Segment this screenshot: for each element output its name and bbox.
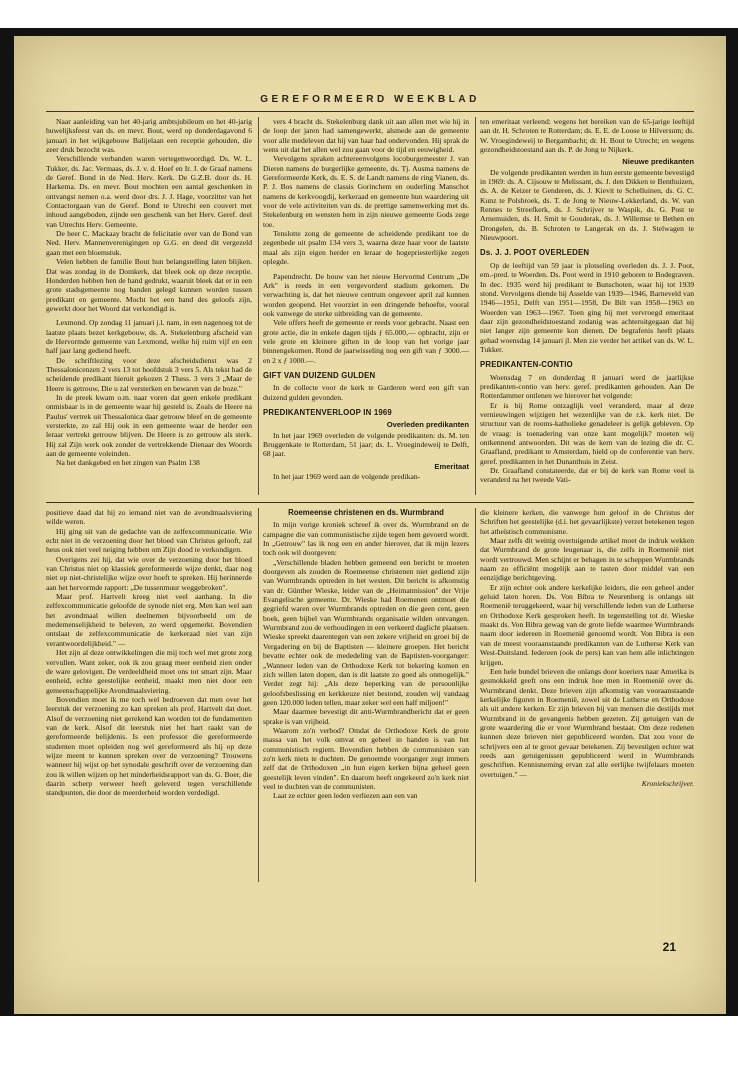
column-divider bbox=[258, 117, 259, 495]
paragraph: In mijn vorige kroniek schreef ik over ds. Wurmbrand en de campagne die van communistische zijde tegen hem gevoerd wordt. In „Getrouw" las ik nog een en ander hierover, dat ik mijn lezers toch ook wil doorgeven: bbox=[263, 520, 469, 558]
paragraph: Hij ging uit van de gedachte van de zelfexcommunicatie. Wie echt niet in de verzoening door het bloed van Christus gelooft, zal heus ook niet veel neiging hebben om Zijn dood te verkondigen. bbox=[46, 526, 252, 555]
paragraph: Het zijn al deze ontwikkelingen die mij toch wel met grote zorg vervullen. Want zeker, ook ik zou graag meer eenheid zien onder de ware gelovigen. De verdeeldheid moet ons tot smart zijn. Maar eenheid, echte geestelijke eenheid, maakt men niet door een gemeenschappelijke Avondmaalsviering. bbox=[46, 648, 252, 695]
paragraph: Maar daarmee bevestigt dit anti-Wurmbrandbericht dat er geen sprake is van vrijheid. bbox=[263, 707, 469, 726]
top-column-3 bbox=[480, 117, 694, 497]
bottom-column-2 bbox=[263, 508, 469, 886]
paragraph: die kleinere kerken, die vanwege hun geloof in de Christus der Schriften het geestelijke (d.i. het gevaarlijkste) verzet betekenen tegen het atheïstisch communisme. bbox=[480, 508, 694, 536]
paragraph: Naar aanleiding van het 40-jarig ambtsjubileum en het 40-jarig huwelijksfeest van ds. en mevr. Bout, werd op donderdagavond 6 januari in het wijkgebouw Balijelaan een receptie gehouden, die zeer druk bezocht was. bbox=[46, 117, 252, 155]
paragraph: De heer C. Mackaay bracht de felicitatie over van de Bond van Ned. Herv. Mannenverenigingen op G.G. en deed dit vergezeld gaan met een bloemstuk. bbox=[46, 229, 252, 257]
column-divider bbox=[258, 508, 259, 882]
paragraph: Vervolgens spraken achtereenvolgens locoburgemeester J. van Dieren namens de burgerlijke gemeente, ds. Tj. Ausma namens de Gereformeerde Kerk, ds. E. S. de Landt namens de ring Vianen, ds. P. J. Bos namens de classis Gorinchem en ouderling Manschot namens de kerkvoogdij, kerkeraad en gemeente hun waardering uit voor de vele activiteiten van ds. de prettige samenwerking met ds. Stekelenburg en wensten hem in zijn nieuwe gemeente Gods zege toe. bbox=[263, 154, 469, 229]
paragraph-papendrecht: Papendrecht. De bouw van het nieuw Hervormd Centrum „De Ark" is reeds in een vergevorderd stadium gekomen. De verwachting is, dat het nieuwe centrum ongeveer april zal kunnen worden geopend. Het voorziet in een dringende behoefte, vooral ook vanwege de sterke uitbreiding van de gemeente. bbox=[263, 271, 469, 318]
paragraph-lexmond: Lexmond. Op zondag 11 januari j.l. nam, in een nagenoeg tot de laatste plaats bezet kerkgebouw, ds. A. Stekelenburg afscheid van de Hervormde gemeente van Lexmond, welke hij ruim vijf en een half jaar lang gediend heeft. bbox=[46, 318, 252, 356]
paragraph: ten emeritaat verleend: wegens het bereiken van de 65-jarige leeftijd aan dr. H. Schroten te Rotterdam; ds. E. E. de Loose te Hilversum; ds. W. Vroegindeweij te Bergambacht; dr. H. Bout te Utrecht; en wegens gezondheidstoestand aan ds. P. de Jong te Nijkerk. bbox=[480, 117, 694, 155]
paragraph: Tenslotte zong de gemeente de scheidende predikant toe de zegenbede uit psalm 134 vers 3, waarna deze haar voor de laatste maal als zijn eigen herder en leraar de hogepriesterlijke zegen oplegde. bbox=[263, 229, 469, 267]
bottom-column-3 bbox=[480, 508, 694, 886]
paragraph: Laat ze echter geen leden verliezen aan een van bbox=[273, 791, 418, 801]
bottom-column-1 bbox=[46, 508, 252, 886]
paragraph: Na het dankgebed en het zingen van Psalm 138 bbox=[56, 458, 200, 468]
paragraph: Maar prof. Hartvelt kreeg niet veel aanhang. In die zelfexcommunicatie geloofde de synode niet erg. Men kan wel aan het avondmaal willen deelnemen bijvoorbeeld om de medemenselijkheid te beleven, zo werd opgemerkt. Bovendien ontslaat de zelfexcommunicatie de kerkeraad niet van zijn verantwoordelijkheid." — bbox=[46, 592, 252, 648]
paragraph: Overigens zei hij, dat wie over de verzoening door het bloed van Christus niet op klassiek gereformeerde wijze denkt, daar nog niet op niet-christelijke wijze over hoeft te spreken. Hij herinnerde aan het hervormde rapport: „De tussenmuur weggebroken". bbox=[46, 554, 252, 592]
heading-predikantenverloop: PREDIKANTENVERLOOP IN 1969 bbox=[263, 407, 392, 417]
paragraph: positieve daad dat hij zo iemand niet van de avondmaalsviering wilde weren. bbox=[46, 508, 252, 527]
paragraph: In de preek kwam o.m. naar voren dat geen enkele predikant onmisbaar is in de gemeente waar hij gesteld is. Zoals de Heere na Paulus' vertrek uit Thessalonica daar getrouw bleef en de gemeente versterkte, zo zal Hij ook in een gemeente waar de herder een leraar vertrekt getrouw blijven. De Heere is zo getrouw als sterk. Hij zal Zijn werk ook zonder de vertrekkende Dienaar des Woords aan de gemeente voleinden. bbox=[46, 392, 252, 459]
author-signoff: Kroniekschrijver. bbox=[641, 778, 694, 788]
column-divider bbox=[475, 117, 476, 495]
masthead: GEREFORMEERD WEEKBLAD bbox=[260, 94, 480, 105]
top-column-2 bbox=[263, 117, 469, 497]
subheading-overleden: Overleden predikanten bbox=[386, 420, 469, 430]
paragraph: Een hele bundel brieven die onlangs door koeriers naar Amerika is gesmokkeld geeft ons een indruk hoe men in Roemenië over ds. Wurmbrand denkt. Deze brieven zijn afkomstig van vooraanstaande kerkelijke figuren in Roemenië, zowel uit de Lutherse en Orthodoxe als uit andere kerken. Er zijn brieven bij van mensen die destijds met Wurmbrand in de gevangenis hebben gezeten. Zij getuigen van de grote waardering die er voor Wurmbrand bestaat. Om deze redenen kunnen deze brieven niet gepubliceerd worden. Dat zou voor de schrijvers een al te groot gevaar betekenen. Zij bevestigen echter wat reeds aan getuigenissen gepubliceerd werd in Wurmbrands geschriften. Kennisneming ervan zal alle eerlijke twijfelaars moeten overtuigen." — bbox=[480, 666, 694, 779]
paragraph: In het jaar 1969 overleden de volgende predikanten: ds. M. ten Bruggenkate te Rotterdam, 51 jaar; ds. L. Vroegindeweij te Delft, 68 jaar. bbox=[263, 430, 469, 459]
paragraph: Verschillende verbanden waren vertegenwoordigd. Ds. W. L. Tukker, ds. Jac. Vermaas, ds. J. v. d. Hoef en Ir. J. de Graaf namens de Geref. Bond in de Ned. Herv. Kerk. De G.Z.B. door ds. H. Harkema. Ds. en mevr. Bout mochten een aantal geschenken in ontvangst nemen o.a. werd door drs. J. J. Hage, voorzitter van het Contactorgaan van de Geref. Bond te Utrecht een couvert met inhoud aangeboden, zijnde een geschenk van het Herv. Geref. deel van Utrechts Herv. Gemeente. bbox=[46, 154, 252, 229]
paragraph: De schriftlezing voor deze afscheidsdienst was 2 Thessalonicenzen 2 vers 13 tot hoofdstuk 3 vers 5. Als tekst had de scheidende predikant hieruit gekozen 2 Thess. 3 vers 3 „Maar de Heere is getrouw, Die u zal versterken en bewaren van de boze." bbox=[46, 355, 252, 393]
paragraph: Er zijn echter ook andere kerkelijke leiders, die een geheel ander geluid laten horen. Ds. Von Bibra te Neurenberg is onlangs uit Roemenië teruggekeerd, waar hij verschillende leden van de Lutherse en Orthodoxe Kerk gesproken heeft. In tegenstelling tot dr. Wieske maakt ds. Von Bibra gewag van de grote liefde waarmee Wurmbrands naam door iedereen in Roemenië genoemd wordt. Von Bibra is een van de meest vooraanstaande predikanten van de Lutherse Kerk van West-Duitsland. Iedereen (ook de pers) kan van hem alle inlichtingen krijgen. bbox=[480, 582, 694, 667]
paragraph: Velen hebben de familie Bout hun belangstelling laten blijken. Dat was zondag in de Domkerk, dat bleek ook op deze receptie. Honderden hebben hen de hand gedrukt, waaruit bleek dat er in een grote stadsgemeente nog banden gelegd kunnen worden tussen predikant en gemeente. Mocht het een band des geloofs zijn, gewerkt door het Woord dat verkondigd is. bbox=[46, 257, 252, 313]
heading-poot-overleden: Ds. J. J. POOT OVERLEDEN bbox=[480, 248, 590, 258]
column-divider bbox=[475, 508, 476, 882]
subheading-nieuwe-predikanten: Nieuwe predikanten bbox=[622, 157, 694, 167]
paragraph: vers 4 bracht ds. Stekelenburg dank uit aan allen met wie hij in de loop der jaren had samengewerkt, alsmede aan de gemeente voor alle medeleven dat hij van haar had ondervonden. Hij sprak de wens uit dat het allen wel zou gaan voor de tijd en eeuwigheid. bbox=[263, 117, 469, 155]
paragraph: Maar zelfs dit weinig overtuigende artikel moet de indruk wekken dat Wurmbrand de grote leugenaar is, die zelfs in Roemenië niet wordt vertrouwd. Men schijnt er behagen in te scheppen Wurmbrands naam zo efficiënt mogelijk aan te tasten door middel van een eenzijdige berichtgeving. bbox=[480, 536, 694, 583]
article-title-wurmbrand: Roemeense christenen en ds. Wurmbrand bbox=[288, 508, 444, 517]
paragraph: In de collecte voor de kerk te Garderen werd een gift van duizend gulden gevonden. bbox=[263, 383, 469, 402]
paragraph: Vele offers heeft de gemeente er reeds voor gebracht. Naast een grote actie, die in enkele dagen tijds ƒ 65.000,— opbracht, zijn er vele grote en kleinere giften in de loop van het vorige jaar binnengekomen. Rond de jaarwisseling nog een gift van ƒ 3000.— en 2 x ƒ 1000.—. bbox=[263, 318, 469, 365]
paragraph: Dr. Graafland constateerde, dat er bij de kerk van Rome veel is veranderd na het tweede Vati- bbox=[480, 466, 694, 485]
paragraph: Er is bij Rome ontzaglijk veel veranderd, maar al deze vernieuwingen wijzigen het wezenlijke van de r.k. kerk niet. De structuur van de rooms-katholieke genadeleer is gelijk gebleven. Op de vraag: is toenadering van onze kant mogelijk? moeten wij ontkennend antwoorden. Dit was de kern van de lezing die dr. C. Graafland, predikant te Amsterdam, hield op de conferentie van herv. geref. predikanten in het Dunanthuis in Zeist. bbox=[480, 400, 694, 466]
paragraph: „Verschillende bladen hebben gemeend een bericht te moeten doorgeven als zouden de Roemeense christenen niet gediend zijn van Wurmbrands optreden in het westen. Dit bericht is afkomstig van dr. Günther Wieske, leider van de „Heimatmission" der Vrije Evangelische gemeente. Dr. Wieske had Roemenen ontmoet die gegriefd waren over Wurmbrands optreden en die geen cent, geen boek, geen bijbel van Wurmbrands organisatie wilden ontvangen. Wurmbrand zou de verhoudingen in een verkeerd daglicht plaatsen. Wieske spreekt daarentegen van een zekere vrijheid en groei bij de Vergadering en bij de Baptisten — kleinere groepen. Het bericht bevatte echter ook de mededeling van de Baptisten-voorganger: „Wanneer leden van de Orthodoxe Kerk tot bekering komen en zich willen laten dopen, dan is dit laatste zo goed als onmogelijk." Verder zegt hij: „Als deze beperking van de persoonlijke geloofsbeslissing en kerkkeuze niet bestond, zouden wij vandaag geen 120.000 leden tellen, maar zeker wel een half miljoen!" bbox=[263, 557, 469, 707]
paragraph: In het jaar 1969 werd aan de volgende predikan- bbox=[273, 472, 421, 482]
paragraph: Woensdag 7 en donderdag 8 januari werd de jaarlijkse predikanten-contio van herv. geref. predikanten gehouden. Aan De Rotterdammer ontlenen we hierover het volgende: bbox=[480, 372, 694, 401]
paragraph: Bovendien moet ik me toch wel bedroeven dat men over het leerstuk der verzoening zo kan spreken als prof. Hartvelt dat doet. Alsof de verzoening niet gerekend kan worden tot de fundamenten van de kerk. Alsof dit leerstuk niet het hart raakt van de gereformeerde belijdenis. Is een professor die gereformeerde studenten moet opleiden nog wel gereformeerd als hij op deze wijze meent te kunnen spreken over de verzoening? Trouwens wanneer hij wijst op het synodale geschrift over de verzoening dan zou ik willen wijzen op het minderheidsrapport van ds. G. Boer, die daarin scherp verweer heeft geleverd tegen verschillende standpunten, die door de meerderheid worden verdedigd. bbox=[46, 694, 252, 798]
heading-contio: PREDIKANTEN-CONTIO bbox=[480, 360, 573, 370]
header-rule bbox=[46, 111, 694, 112]
top-column-1 bbox=[46, 117, 252, 497]
newspaper-page bbox=[14, 36, 726, 1014]
section-rule bbox=[46, 502, 694, 503]
subheading-emeritaat: Emeritaat bbox=[434, 461, 469, 471]
heading-gift: GIFT VAN DUIZEND GULDEN bbox=[263, 370, 376, 380]
paragraph: Op de leeftijd van 59 jaar is plotseling overleden ds. J. J. Poot, em.-pred. te Woerden. Ds. Poot werd in 1910 geboren te Bodegraven. In dec. 1935 werd hij predikant te Bunschoten, waar hij tot 1939 stond. Vervolgens diende hij Asselde van 1939—1946, Barneveld van 1946—1951, Delft van 1951—1958, De Bilt van 1958—1963 en Woerden van 1963—1967. Toen ging hij met vervroegd emeritaat daar zijn gezondheidstoestand zodanig was achteruitgegaan dat hij niet langer zijn gemeente kon dienen. De begrafenis heeft plaats gehad woensdag 14 januari jl. Men zie verder het artikel van ds. W. L. Tukker. bbox=[480, 260, 694, 354]
page-number: 21 bbox=[662, 940, 676, 954]
paragraph: De volgende predikanten werden in hun eerste gemeente bevestigd in 1969: ds. A. Cijsouw te Melissant, ds. J. den Dikken te Benthuizen, ds. A. de Keizer te Genderen, ds. J. Kievit te Schelluinen, ds. G. C. Kunz te Polsbroek, ds. T. de Jong te Nieuw-Lekkerland, ds. W. van Rennes te Streefkerk, ds. J. Schrijver te Waspik, ds. G. Post te Arnemuiden, ds. H. Smit te Gouderak, ds. J. Willemse te Bethen en Drongelen, ds. B. Schroten te Langerak en ds. J. Stelwagen te Nieuwpoort. bbox=[480, 167, 694, 243]
paragraph: Waarom zo'n verbod? Omdat de Orthodoxe Kerk de grote massa van het volk omvat en geheel in handen is van het communistisch regiem. Bovendien hebben de communisten van zo'n kerk niets te duchten. De genoemde voorganger zegt immers zelf dat de Orthodoxen „in hun eigen kerken bijna geheel geen geestelijk leven vinden". En daarom heeft ongekeerd zo'n kerk niet veel te duchten van de communisten. bbox=[263, 725, 469, 791]
